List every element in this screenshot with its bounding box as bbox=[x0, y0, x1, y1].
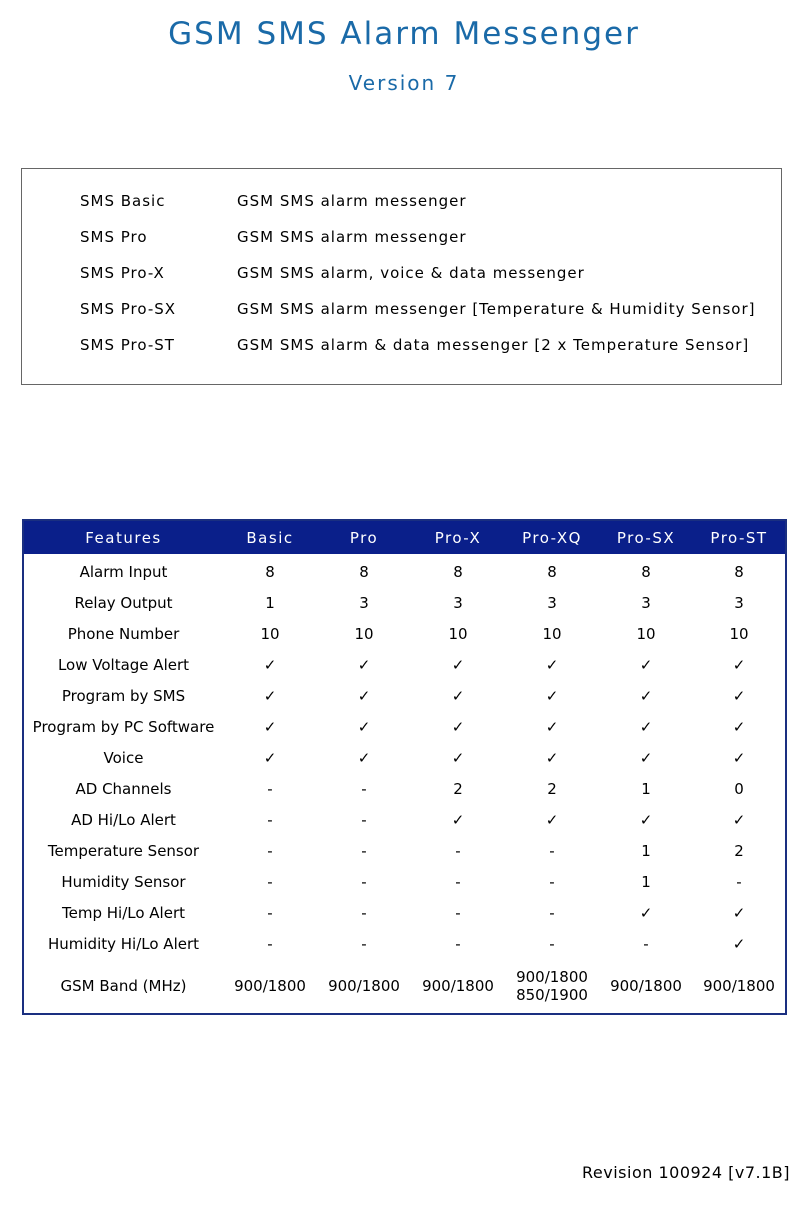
feature-value-cell: ✓ bbox=[545, 810, 559, 829]
feature-value-cell: 3 bbox=[359, 593, 369, 612]
feature-value-cell: ✓ bbox=[639, 717, 653, 736]
feature-value-cell: ✓ bbox=[732, 655, 746, 674]
feature-name-cell: AD Hi/Lo Alert bbox=[71, 810, 176, 829]
feature-value-cell: ✓ bbox=[545, 717, 559, 736]
feature-value-cell: - bbox=[549, 872, 555, 891]
feature-value-cell: 1 bbox=[641, 841, 651, 860]
features-table-frame bbox=[22, 519, 787, 1015]
table-row-gsm-band bbox=[24, 959, 785, 1013]
column-header: Pro-ST bbox=[693, 521, 785, 554]
feature-name-cell: Voice bbox=[103, 748, 144, 767]
feature-value-cell: - bbox=[549, 903, 555, 922]
column-header: Pro-SX bbox=[599, 521, 693, 554]
feature-value-cell: - bbox=[455, 934, 461, 953]
feature-value-cell: ✓ bbox=[357, 717, 371, 736]
feature-name-cell: Phone Number bbox=[67, 624, 180, 643]
feature-name-cell: Low Voltage Alert bbox=[57, 655, 190, 674]
feature-name-cell: Temp Hi/Lo Alert bbox=[62, 903, 185, 922]
feature-name-cell: Temperature Sensor bbox=[47, 841, 200, 860]
feature-value-cell: ✓ bbox=[545, 655, 559, 674]
feature-value-cell: - bbox=[361, 779, 367, 798]
table-row bbox=[24, 711, 785, 742]
feature-value-cell: 2 bbox=[547, 779, 557, 798]
feature-value-cell: 10 bbox=[354, 624, 374, 643]
feature-value-cell: 10 bbox=[542, 624, 562, 643]
feature-value-cell: ✓ bbox=[263, 655, 277, 674]
table-row bbox=[24, 897, 785, 928]
feature-value-cell: - bbox=[549, 841, 555, 860]
table-row bbox=[24, 587, 785, 618]
feature-value-cell: 3 bbox=[734, 593, 744, 612]
feature-value-cell: 3 bbox=[641, 593, 651, 612]
gsm-band-line: 900/1800 bbox=[516, 968, 588, 986]
feature-name-cell: Humidity Sensor bbox=[61, 872, 186, 891]
table-row bbox=[24, 804, 785, 835]
feature-value-cell: - bbox=[455, 903, 461, 922]
feature-value-cell: ✓ bbox=[732, 903, 746, 922]
feature-value-cell: - bbox=[361, 872, 367, 891]
feature-value-cell: 8 bbox=[265, 562, 275, 581]
feature-value-cell: ✓ bbox=[357, 686, 371, 705]
feature-value-cell: ✓ bbox=[451, 748, 465, 767]
feature-value-cell: - bbox=[267, 841, 273, 860]
feature-value-cell: - bbox=[736, 872, 742, 891]
feature-value-cell: 3 bbox=[453, 593, 463, 612]
feature-value-cell: ✓ bbox=[639, 686, 653, 705]
feature-value-cell: 1 bbox=[641, 779, 651, 798]
model-description: GSM SMS alarm, voice & data messenger bbox=[237, 264, 585, 282]
table-row bbox=[24, 618, 785, 649]
model-description: GSM SMS alarm & data messenger [2 x Temperature Sensor] bbox=[237, 336, 750, 354]
feature-value-cell: ✓ bbox=[639, 655, 653, 674]
feature-value-cell: - bbox=[455, 841, 461, 860]
model-name: SMS Pro-ST bbox=[80, 336, 175, 354]
feature-value-cell: ✓ bbox=[357, 655, 371, 674]
feature-value-cell: - bbox=[361, 841, 367, 860]
feature-value-cell: 8 bbox=[453, 562, 463, 581]
feature-name-cell: Relay Output bbox=[74, 593, 173, 612]
feature-value-cell: ✓ bbox=[263, 686, 277, 705]
table-row bbox=[24, 649, 785, 680]
feature-value-cell: ✓ bbox=[451, 686, 465, 705]
feature-value-cell: 8 bbox=[359, 562, 369, 581]
feature-value-cell: ✓ bbox=[732, 686, 746, 705]
page-title: GSM SMS Alarm Messenger bbox=[168, 16, 640, 52]
feature-name-cell: Program by SMS bbox=[61, 686, 186, 705]
feature-value-cell: ✓ bbox=[545, 748, 559, 767]
feature-value-cell: 900/1800 bbox=[610, 977, 682, 995]
feature-value-cell: - bbox=[361, 810, 367, 829]
feature-value-cell: 900/1800 bbox=[422, 977, 494, 995]
feature-value-cell: 8 bbox=[641, 562, 651, 581]
feature-value-cell: 900/1800 bbox=[703, 977, 775, 995]
column-header: Basic bbox=[223, 521, 317, 554]
feature-value-cell bbox=[505, 959, 599, 1013]
model-description: GSM SMS alarm messenger bbox=[237, 228, 467, 246]
feature-name-cell: Humidity Hi/Lo Alert bbox=[47, 934, 200, 953]
model-name: SMS Pro-SX bbox=[80, 300, 177, 318]
gsm-band-line: 850/1900 bbox=[516, 986, 588, 1004]
feature-value-cell: ✓ bbox=[639, 748, 653, 767]
feature-name-cell: AD Channels bbox=[75, 779, 172, 798]
feature-value-cell: - bbox=[267, 934, 273, 953]
feature-value-cell: 3 bbox=[547, 593, 557, 612]
feature-value-cell: ✓ bbox=[545, 686, 559, 705]
feature-value-cell: 10 bbox=[448, 624, 468, 643]
feature-value-cell: 10 bbox=[636, 624, 656, 643]
model-list-box bbox=[21, 168, 782, 385]
table-row bbox=[24, 742, 785, 773]
feature-value-cell: ✓ bbox=[263, 748, 277, 767]
table-row bbox=[24, 554, 785, 587]
model-description: GSM SMS alarm messenger [Temperature & Humidity Sensor] bbox=[237, 300, 756, 318]
version-subtitle: Version 7 bbox=[348, 71, 460, 95]
feature-value-cell: - bbox=[267, 779, 273, 798]
feature-name-cell: Alarm Input bbox=[79, 562, 168, 581]
feature-value-cell: ✓ bbox=[451, 810, 465, 829]
feature-value-cell: - bbox=[361, 934, 367, 953]
feature-value-cell: 2 bbox=[734, 841, 744, 860]
column-header: Pro-XQ bbox=[505, 521, 599, 554]
feature-value-cell: 2 bbox=[453, 779, 463, 798]
feature-value-cell: 900/1800 bbox=[328, 977, 400, 995]
feature-value-cell: ✓ bbox=[451, 655, 465, 674]
feature-value-cell: ✓ bbox=[732, 717, 746, 736]
column-header: Pro-X bbox=[411, 521, 505, 554]
feature-value-cell: 1 bbox=[265, 593, 275, 612]
feature-value-cell: 8 bbox=[547, 562, 557, 581]
table-row bbox=[24, 866, 785, 897]
feature-value-cell: 10 bbox=[729, 624, 749, 643]
table-row bbox=[24, 773, 785, 804]
feature-value-cell: - bbox=[549, 934, 555, 953]
feature-value-cell: ✓ bbox=[357, 748, 371, 767]
model-name: SMS Pro bbox=[80, 228, 148, 246]
feature-value-cell: - bbox=[455, 872, 461, 891]
revision-label: Revision 100924 [v7.1B] bbox=[582, 1163, 790, 1182]
features-table-body bbox=[24, 554, 785, 1013]
feature-name-cell: GSM Band (MHz) bbox=[60, 977, 187, 995]
table-row bbox=[24, 928, 785, 959]
feature-value-cell: ✓ bbox=[732, 748, 746, 767]
feature-value-cell: ✓ bbox=[263, 717, 277, 736]
table-header-row bbox=[24, 521, 785, 554]
feature-value-cell: ✓ bbox=[732, 810, 746, 829]
model-name: SMS Basic bbox=[80, 192, 166, 210]
feature-value-cell: - bbox=[267, 872, 273, 891]
feature-value-cell: ✓ bbox=[639, 903, 653, 922]
feature-value-cell: 10 bbox=[260, 624, 280, 643]
feature-value-cell: - bbox=[267, 903, 273, 922]
feature-value-cell: 8 bbox=[734, 562, 744, 581]
feature-value-cell: ✓ bbox=[732, 934, 746, 953]
feature-value-cell: - bbox=[361, 903, 367, 922]
table-row bbox=[24, 835, 785, 866]
feature-value-cell: - bbox=[643, 934, 649, 953]
model-description: GSM SMS alarm messenger bbox=[237, 192, 467, 210]
feature-value-cell: - bbox=[267, 810, 273, 829]
feature-value-cell: ✓ bbox=[451, 717, 465, 736]
feature-name-cell: Program by PC Software bbox=[32, 717, 215, 736]
feature-value-cell: 1 bbox=[641, 872, 651, 891]
model-name: SMS Pro-X bbox=[80, 264, 165, 282]
features-table bbox=[24, 521, 785, 1013]
column-header: Pro bbox=[317, 521, 411, 554]
table-row bbox=[24, 680, 785, 711]
column-header: Features bbox=[24, 521, 223, 554]
feature-value-cell: 0 bbox=[734, 779, 744, 798]
feature-value-cell: ✓ bbox=[639, 810, 653, 829]
feature-value-cell: 900/1800 bbox=[234, 977, 306, 995]
